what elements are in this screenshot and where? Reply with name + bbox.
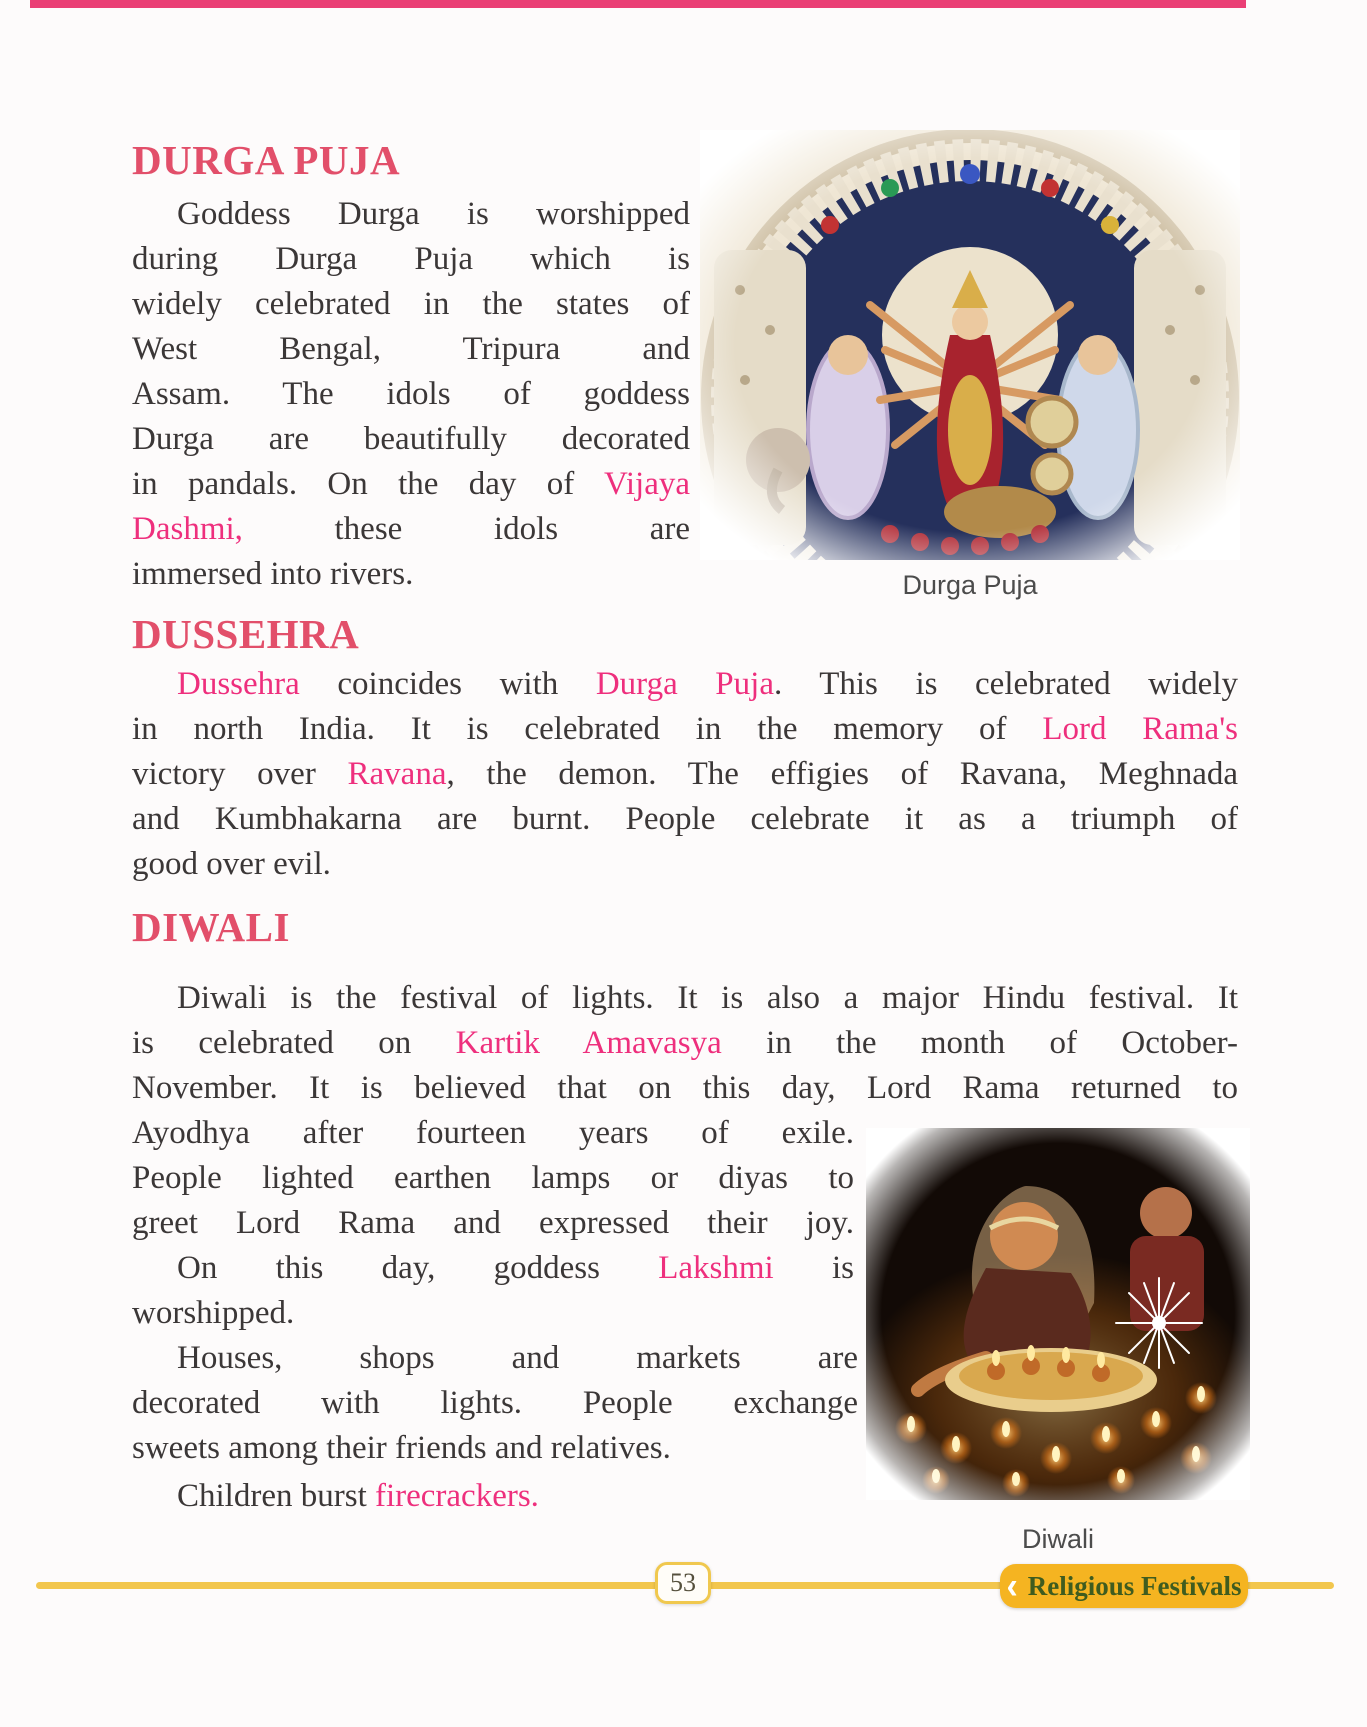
body-text: . This is celebrated widely [773, 666, 1238, 702]
text-line [132, 842, 1238, 887]
paragraph-diwali-wide [132, 976, 1238, 1111]
body-text: these idols are [334, 511, 690, 547]
body-text: Ayodhya after fourteen years of exile. [132, 1115, 854, 1151]
text-line [132, 192, 690, 237]
text-line [132, 1021, 1238, 1066]
highlighted-term: Lord Rama's [1042, 711, 1238, 747]
paragraph-diwali-narrow [132, 1111, 854, 1246]
highlighted-term: Dashmi, [132, 511, 335, 547]
body-text: greet Lord Rama and expressed their joy. [132, 1205, 854, 1241]
paragraph-durga-puja [132, 192, 690, 597]
body-text: in the month of October- [721, 1025, 1238, 1061]
text-line [132, 662, 1238, 707]
body-text: is [773, 1250, 854, 1286]
highlighted-term: firecrackers. [374, 1478, 539, 1514]
body-text: in pandals. On the day of [132, 466, 605, 502]
paragraph-lakshmi [132, 1246, 854, 1336]
body-text: November. It is believed that on this day, Lord Rama returned to [132, 1070, 1238, 1106]
paragraph-dussehra [132, 662, 1238, 887]
body-text: coincides with [299, 666, 596, 702]
text-line [132, 237, 690, 282]
body-text: Durga are beautifully decorated [132, 421, 690, 457]
text-line [132, 417, 690, 462]
body-text: during Durga Puja which is [132, 241, 690, 277]
page-number-badge [655, 1562, 711, 1604]
page-number: 53 [670, 1568, 696, 1597]
body-text: sweets among their friends and relatives. [132, 1430, 671, 1466]
highlighted-term: Ravana [347, 756, 447, 792]
body-text: worshipped. [132, 1295, 295, 1331]
body-text: good over evil. [132, 846, 331, 882]
durga-puja-illustration [700, 130, 1240, 560]
text-line [132, 976, 1238, 1021]
text-line [132, 462, 690, 507]
back-chevron-icon: ‹ [1006, 1565, 1018, 1607]
text-line [132, 327, 690, 372]
nav-label: Religious Festivals [1027, 1570, 1242, 1601]
text-line [132, 1336, 858, 1381]
body-text: West Bengal, Tripura and [132, 331, 690, 367]
text-line [132, 752, 1238, 797]
highlighted-term: Dussehra [177, 666, 300, 702]
text-line [132, 1111, 854, 1156]
text-line [132, 1474, 854, 1519]
text-line [132, 1201, 854, 1246]
text-line [132, 282, 690, 327]
body-text: Assam. The idols of goddess [132, 376, 690, 412]
top-rule [30, 0, 1246, 8]
body-text: victory over [132, 756, 348, 792]
paragraph-houses [132, 1336, 858, 1471]
text-line [132, 1246, 854, 1291]
figure-caption-diwali: Diwali [1021, 1524, 1094, 1554]
body-text: Diwali is the festival of lights. It is also a major Hindu festival. It [177, 980, 1238, 1016]
body-text: widely celebrated in the states of [132, 286, 690, 322]
section-heading-diwali: DIWALI [132, 904, 290, 950]
highlighted-term: Kartik Amavasya [455, 1025, 722, 1061]
section-heading-dussehra: DUSSEHRA [132, 611, 360, 657]
body-text: is celebrated on [132, 1025, 456, 1061]
text-line [132, 1426, 858, 1471]
body-text: Houses, shops and markets are [177, 1340, 858, 1376]
body-text: Children burst [177, 1478, 375, 1514]
text-line [132, 797, 1238, 842]
paragraph-firecrackers [132, 1474, 854, 1519]
body-text: On this day, goddess [177, 1250, 659, 1286]
body-text: , the demon. The effigies of Ravana, Meghnada [446, 756, 1239, 792]
body-text: and Kumbhakarna are burnt. People celebrate it as a triumph of [132, 801, 1238, 837]
figure-caption-durga-puja: Durga Puja [902, 570, 1038, 600]
diwali-illustration [866, 1128, 1250, 1500]
body-text: People lighted earthen lamps or diyas to [132, 1160, 854, 1196]
body-text: immersed into rivers. [132, 556, 414, 592]
text-line [132, 1066, 1238, 1111]
diwali-photo [866, 1128, 1250, 1500]
body-text: in north India. It is celebrated in the memory of [132, 711, 1043, 747]
text-line [132, 507, 690, 552]
text-line [132, 552, 690, 597]
body-text: decorated with lights. People exchange [132, 1385, 858, 1421]
text-line [132, 707, 1238, 752]
highlighted-term: Durga Puja [595, 666, 774, 702]
highlighted-term: Lakshmi [658, 1250, 774, 1286]
text-line [132, 1156, 854, 1201]
religious-festivals-nav[interactable] [1000, 1564, 1248, 1608]
text-line [132, 1381, 858, 1426]
highlighted-term: Vijaya [604, 466, 690, 502]
durga-puja-photo [700, 130, 1240, 560]
text-line [132, 372, 690, 417]
text-line [132, 1291, 854, 1336]
section-heading-durga-puja: DURGA PUJA [132, 137, 401, 183]
body-text: Goddess Durga is worshipped [177, 196, 690, 232]
